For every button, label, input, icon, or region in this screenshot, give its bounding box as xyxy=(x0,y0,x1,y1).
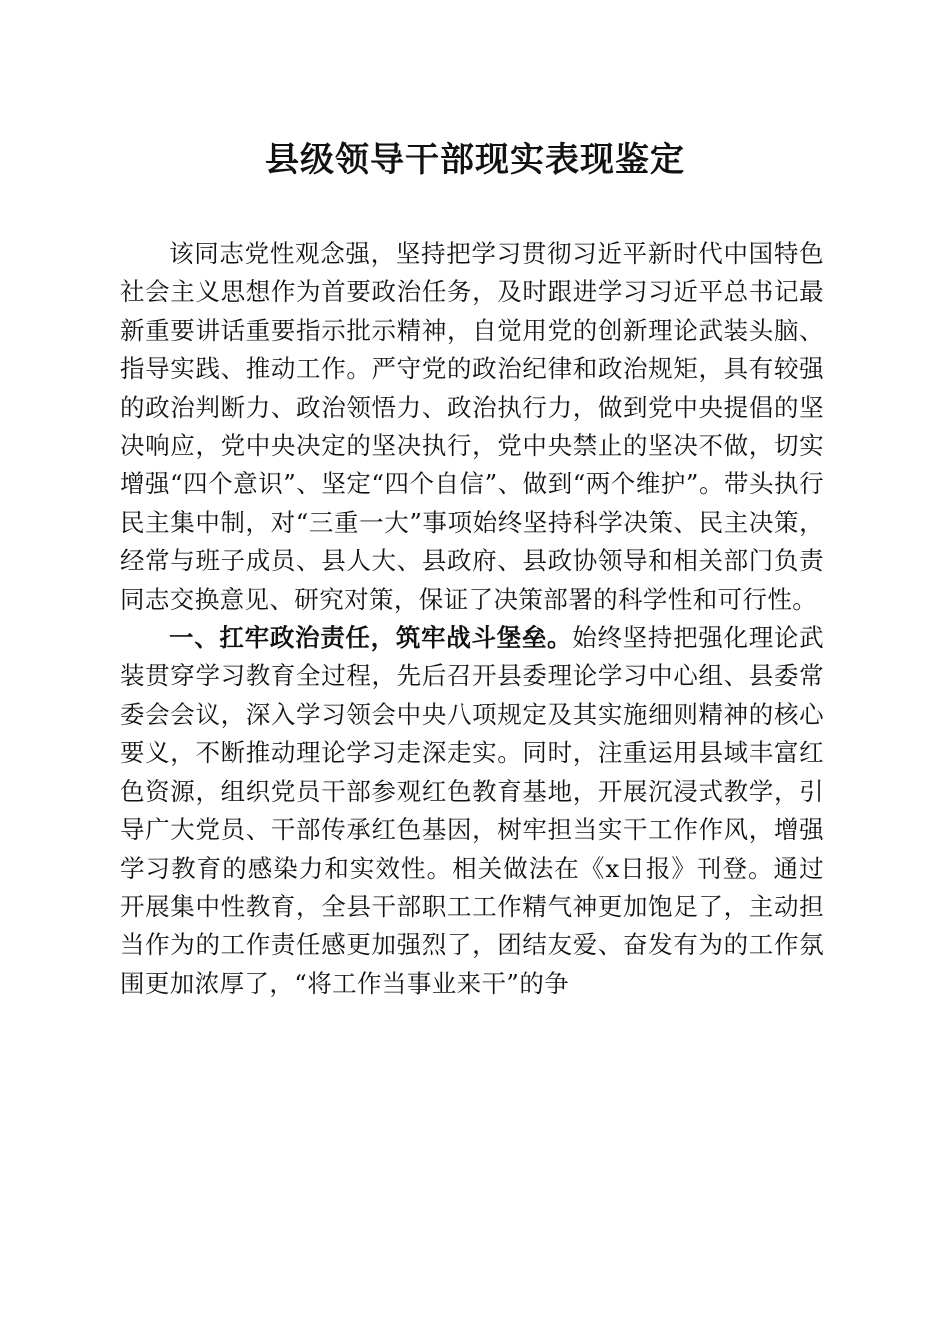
section-one-heading: 一、扛牢政治责任，筑牢战斗堡垒。 xyxy=(169,623,573,653)
paragraph-intro xyxy=(120,235,824,619)
section-one-text: 始终坚持把强化理论武装贯穿学习教育全过程，先后召开县委理论学习中心组、县委常委会会议，深入学习领会中央八项规定及其实施细则精神的核心要义，不断推动理论学习走深走实。同时，注重运用县域丰富红色资源，组织党员干部参观红色教育基地，开展沉浸式教学，引导广大党员、干部传承红色基因，树牢担当实干工作作风，增强学习教育的感染力和实效性。相关做法在《x日报》刊登。通过开展集中性教育，全县干部职工工作精气神更加饱足了，主动担当作为的工作责任感更加强烈了，团结友爱、奋发有为的工作氛围更加浓厚了，“将工作当事业来干”的争 xyxy=(120,623,824,998)
document-body xyxy=(120,235,824,1003)
paragraph-section-one xyxy=(120,619,824,1003)
document-title: 县级领导干部现实表现鉴定 xyxy=(265,140,685,180)
paragraph-intro-text: 该同志党性观念强，坚持把学习贯彻习近平新时代中国特色社会主义思想作为首要政治任务，及时跟进学习习近平总书记最新重要讲话重要指示批示精神，自觉用党的创新理论武装头脑、指导实践、推动工作。严守党的政治纪律和政治规矩，具有较强的政治判断力、政治领悟力、政治执行力，做到党中央提倡的坚决响应，党中央决定的坚决执行，党中央禁止的坚决不做，切实增强“四个意识”、坚定“四个自信”、做到“两个维护”。带头执行民主集中制，对“三重一大”事项始终坚持科学决策、民主决策，经常与班子成员、县人大、县政府、县政协领导和相关部门负责同志交换意见、研究对策，保证了决策部署的科学性和可行性。 xyxy=(120,239,824,614)
